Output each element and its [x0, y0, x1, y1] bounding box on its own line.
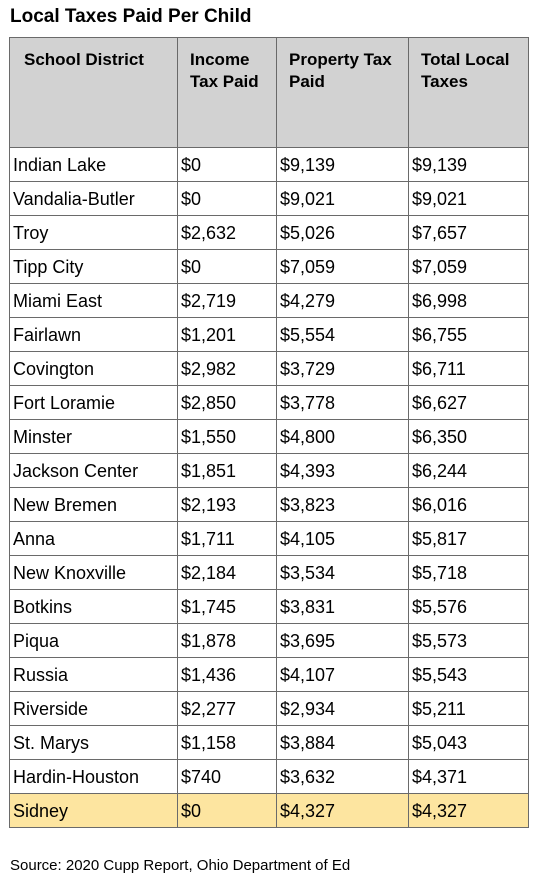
cell-district: Tipp City: [10, 250, 178, 284]
cell-income-tax: $1,745: [178, 590, 277, 624]
table-row: [10, 624, 529, 658]
cell-total: $6,711: [409, 352, 529, 386]
cell-total: $5,718: [409, 556, 529, 590]
table-row: [10, 556, 529, 590]
cell-income-tax: $1,436: [178, 658, 277, 692]
cell-property-tax: $4,105: [277, 522, 409, 556]
cell-income-tax: $1,711: [178, 522, 277, 556]
cell-total: $6,755: [409, 318, 529, 352]
table-row: [10, 794, 529, 828]
cell-property-tax: $9,139: [277, 148, 409, 182]
cell-district: St. Marys: [10, 726, 178, 760]
cell-income-tax: $1,158: [178, 726, 277, 760]
header-total-local-taxes: Total Local Taxes: [409, 38, 529, 148]
cell-district: Anna: [10, 522, 178, 556]
table-row: [10, 726, 529, 760]
cell-district: Riverside: [10, 692, 178, 726]
cell-district: Miami East: [10, 284, 178, 318]
cell-district: Russia: [10, 658, 178, 692]
cell-property-tax: $3,778: [277, 386, 409, 420]
cell-total: $7,657: [409, 216, 529, 250]
cell-district: Fort Loramie: [10, 386, 178, 420]
table-row: [10, 488, 529, 522]
table-row: [10, 522, 529, 556]
cell-income-tax: $2,193: [178, 488, 277, 522]
taxes-table: [9, 37, 529, 828]
cell-property-tax: $5,026: [277, 216, 409, 250]
table-body: [10, 148, 529, 828]
cell-property-tax: $4,327: [277, 794, 409, 828]
cell-district: Vandalia-Butler: [10, 182, 178, 216]
cell-property-tax: $4,800: [277, 420, 409, 454]
cell-property-tax: $3,729: [277, 352, 409, 386]
cell-income-tax: $2,719: [178, 284, 277, 318]
table-row: [10, 352, 529, 386]
table-row: [10, 420, 529, 454]
table-row: [10, 250, 529, 284]
cell-total: $5,043: [409, 726, 529, 760]
cell-total: $5,211: [409, 692, 529, 726]
cell-total: $6,350: [409, 420, 529, 454]
cell-income-tax: $0: [178, 250, 277, 284]
table-row: [10, 760, 529, 794]
cell-district: New Knoxville: [10, 556, 178, 590]
cell-total: $9,139: [409, 148, 529, 182]
cell-income-tax: $1,201: [178, 318, 277, 352]
table-header-row: [10, 38, 529, 148]
cell-total: $6,998: [409, 284, 529, 318]
cell-total: $4,371: [409, 760, 529, 794]
cell-property-tax: $3,884: [277, 726, 409, 760]
table-row: [10, 182, 529, 216]
cell-total: $6,244: [409, 454, 529, 488]
cell-district: Sidney: [10, 794, 178, 828]
cell-property-tax: $2,934: [277, 692, 409, 726]
cell-district: Covington: [10, 352, 178, 386]
table-title: Local Taxes Paid Per Child: [10, 6, 252, 27]
cell-property-tax: $9,021: [277, 182, 409, 216]
cell-property-tax: $5,554: [277, 318, 409, 352]
table-row: [10, 386, 529, 420]
cell-district: Piqua: [10, 624, 178, 658]
table-row: [10, 216, 529, 250]
cell-total: $6,627: [409, 386, 529, 420]
table-row: [10, 658, 529, 692]
cell-property-tax: $3,823: [277, 488, 409, 522]
cell-total: $4,327: [409, 794, 529, 828]
cell-total: $9,021: [409, 182, 529, 216]
cell-income-tax: $0: [178, 148, 277, 182]
cell-property-tax: $4,107: [277, 658, 409, 692]
cell-district: Indian Lake: [10, 148, 178, 182]
header-school-district: School District: [10, 38, 178, 148]
cell-income-tax: $1,878: [178, 624, 277, 658]
table-row: [10, 454, 529, 488]
cell-district: Jackson Center: [10, 454, 178, 488]
table-row: [10, 692, 529, 726]
cell-income-tax: $2,850: [178, 386, 277, 420]
cell-income-tax: $0: [178, 182, 277, 216]
cell-income-tax: $2,632: [178, 216, 277, 250]
cell-income-tax: $2,982: [178, 352, 277, 386]
cell-income-tax: $2,184: [178, 556, 277, 590]
cell-income-tax: $740: [178, 760, 277, 794]
cell-total: $5,543: [409, 658, 529, 692]
source-note: Source: 2020 Cupp Report, Ohio Department of Ed: [10, 857, 351, 874]
cell-district: Botkins: [10, 590, 178, 624]
cell-district: Hardin-Houston: [10, 760, 178, 794]
cell-income-tax: $1,550: [178, 420, 277, 454]
header-property-tax: Property Tax Paid: [277, 38, 409, 148]
cell-income-tax: $1,851: [178, 454, 277, 488]
table-row: [10, 284, 529, 318]
table-row: [10, 148, 529, 182]
cell-property-tax: $4,393: [277, 454, 409, 488]
cell-total: $5,573: [409, 624, 529, 658]
cell-property-tax: $3,831: [277, 590, 409, 624]
cell-property-tax: $7,059: [277, 250, 409, 284]
cell-property-tax: $4,279: [277, 284, 409, 318]
cell-total: $6,016: [409, 488, 529, 522]
header-income-tax: Income Tax Paid: [178, 38, 277, 148]
table-row: [10, 318, 529, 352]
cell-income-tax: $2,277: [178, 692, 277, 726]
cell-income-tax: $0: [178, 794, 277, 828]
cell-property-tax: $3,695: [277, 624, 409, 658]
cell-district: Minster: [10, 420, 178, 454]
cell-total: $5,817: [409, 522, 529, 556]
cell-district: New Bremen: [10, 488, 178, 522]
cell-property-tax: $3,632: [277, 760, 409, 794]
cell-property-tax: $3,534: [277, 556, 409, 590]
table-row: [10, 590, 529, 624]
cell-district: Troy: [10, 216, 178, 250]
cell-total: $7,059: [409, 250, 529, 284]
cell-total: $5,576: [409, 590, 529, 624]
cell-district: Fairlawn: [10, 318, 178, 352]
